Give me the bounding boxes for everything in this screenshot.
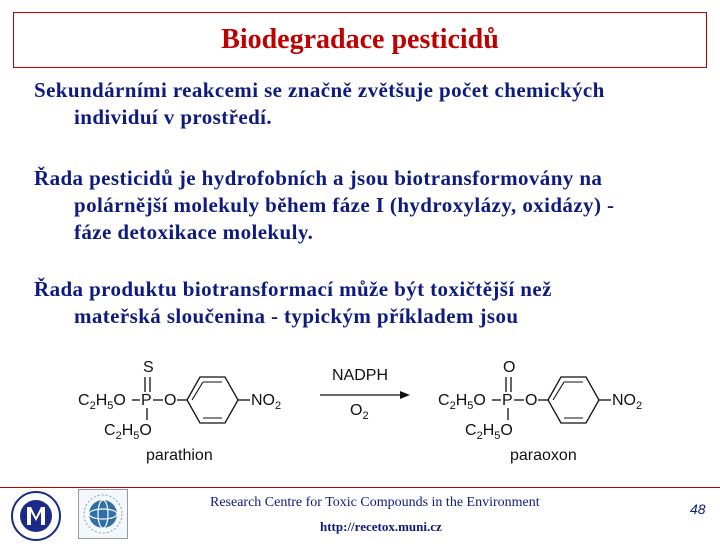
university-logo (10, 490, 62, 542)
paraoxon-left-group: $C_2H_5O$ (438, 392, 486, 412)
title-box (13, 12, 707, 68)
parathion-sulfur-label: S (143, 359, 154, 376)
reagent-oxygen: $O_2$ (350, 402, 369, 422)
footer-url[interactable]: http://recetox.muni.cz (320, 519, 442, 534)
paraoxon-bridge-oxygen: O (525, 392, 538, 409)
paragraph-1-line-2: individuí v prostředí. (74, 105, 273, 129)
footer-institute: Research Centre for Toxic Compounds in the Environment (210, 495, 540, 510)
reaction-figure (70, 342, 670, 468)
reaction-diagram (70, 342, 670, 468)
paragraph-2-line-1: Řada pesticidů je hydrofobních a jsou biotransformovány na (34, 166, 603, 190)
reaction-arrow (320, 367, 410, 422)
paraoxon-oxygen-label: O (503, 359, 516, 376)
paragraph-1-line-1: Sekundárními reakcemi se značně zvětšuje počet chemických (34, 78, 605, 102)
paragraph-2 (34, 165, 694, 246)
paragraph-2-line-3: fáze detoxikace molekuly. (74, 220, 314, 244)
slide-title: Biodegradace pesticidů (221, 24, 499, 55)
paraoxon-lower-group: $C_2H_5O$ (465, 422, 513, 442)
footer-divider (0, 487, 720, 488)
paragraph-3-line-2: mateřská sloučenina - typickým příkladem jsou (74, 304, 519, 328)
paraoxon-phosphorus: P (502, 392, 513, 409)
parathion-bridge-oxygen: O (164, 392, 177, 409)
recetox-logo (78, 489, 128, 539)
parathion-phosphorus: P (141, 392, 152, 409)
paragraph-3-line-1: Řada produktu biotransformací může být toxičtější než (34, 277, 552, 301)
parathion-lower-group: $C_2H_5O$ (104, 422, 152, 442)
paraoxon-nitro: $NO_2$ (612, 392, 643, 412)
parathion-structure (78, 359, 281, 464)
paragraph-1 (34, 77, 694, 131)
paraoxon-label: paraoxon (510, 447, 577, 464)
reagent-nadph: NADPH (332, 367, 389, 384)
paragraph-2-line-2: polárnější molekuly během fáze I (hydroxylázy, oxidázy) - (74, 193, 615, 217)
paraoxon-structure (438, 359, 642, 464)
parathion-nitro: $NO_2$ (251, 392, 282, 412)
paragraph-3 (34, 276, 694, 330)
page-number: 48 (690, 501, 706, 517)
parathion-label: parathion (146, 447, 213, 464)
parathion-left-group: $C_2H_5O$ (78, 392, 126, 412)
